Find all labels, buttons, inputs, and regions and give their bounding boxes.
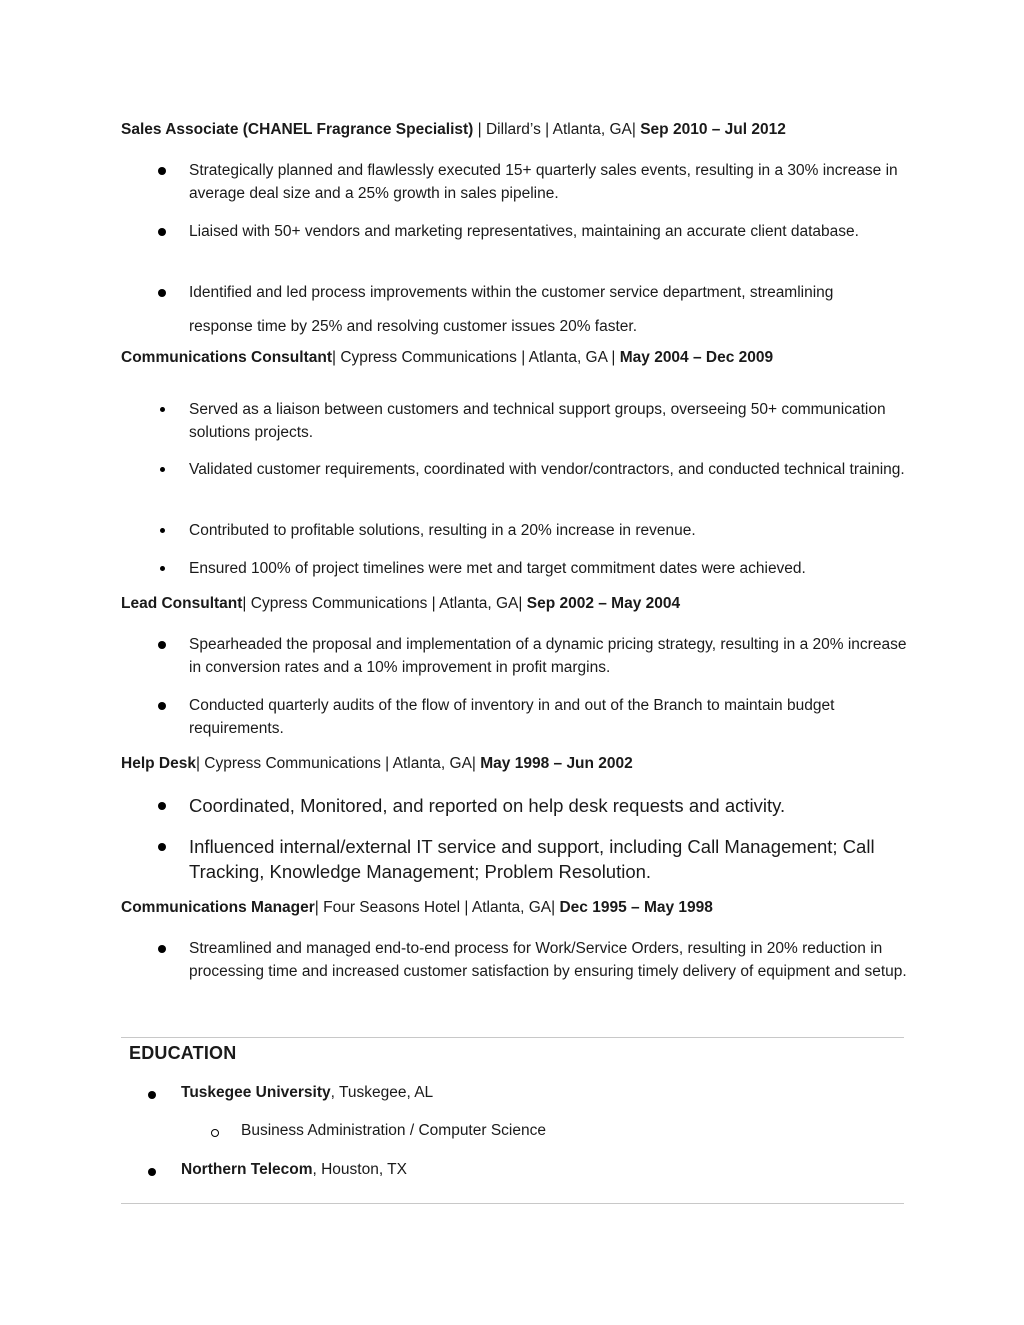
bullet-icon — [160, 467, 165, 472]
job-title: Communications Manager — [121, 899, 315, 916]
job-header — [121, 349, 773, 367]
bullet-item: Streamlined and managed end-to-end process for Work/Service Orders, resulting in 20% reduction in processing time and increased customer satisfaction by ensuring timely delivery of equipment and setup. — [189, 940, 907, 980]
job-dates: May 2004 – Dec 2009 — [619, 349, 774, 366]
school-location: , Houston, TX — [312, 1161, 407, 1178]
bullet-icon — [158, 641, 166, 649]
bullet-icon — [158, 945, 166, 953]
education-heading: EDUCATION — [129, 1043, 237, 1063]
job-header — [121, 121, 786, 139]
school-name: Tuskegee University — [181, 1084, 331, 1101]
bullet-item-continuation: response time by 25% and resolving customer issues 20% faster. — [189, 318, 638, 335]
bullet-item: Validated customer requirements, coordinated with vendor/contractors, and conducted technical training. — [189, 461, 905, 478]
job-company: Dillard’s — [485, 121, 541, 138]
job-details: | Cypress Communications | Atlanta, GA| — [242, 595, 527, 612]
bullet-icon — [148, 1168, 156, 1176]
bullet-item: Contributed to profitable solutions, resulting in a 20% increase in revenue. — [189, 522, 696, 539]
bullet-item: Conducted quarterly audits of the flow of inventory in and out of the Branch to maintain budget requirements. — [189, 697, 835, 737]
bullet-icon — [158, 702, 166, 710]
bullet-item: Strategically planned and flawlessly executed 15+ quarterly sales events, resulting in a 30% increase in average deal size and a 25% growth in sales pipeline. — [189, 162, 898, 202]
bullet-icon — [148, 1091, 156, 1099]
job-title: Help Desk — [121, 755, 196, 772]
bullet-item: Ensured 100% of project timelines were met and target commitment dates were achieved. — [189, 560, 806, 577]
job-dates: Sep 2002 – May 2004 — [526, 595, 681, 612]
job-details: | Cypress Communications | Atlanta, GA| — [195, 755, 481, 772]
bullet-icon — [158, 167, 166, 175]
bullet-item: Liaised with 50+ vendors and marketing representatives, maintaining an accurate client database. — [189, 223, 859, 240]
job-title: Sales Associate (CHANEL Fragrance Specialist) — [121, 121, 474, 138]
job-details: | Cypress Communications | Atlanta, GA | — [331, 349, 620, 366]
job-title: Communications Consultant — [121, 349, 332, 366]
job-title: Lead Consultant — [121, 595, 243, 612]
bullet-icon — [158, 289, 166, 297]
degree: Business Administration / Computer Science — [241, 1122, 546, 1139]
bullet-icon — [160, 528, 165, 533]
job-details: | Four Seasons Hotel | Atlanta, GA| — [314, 899, 560, 916]
bullet-item: Coordinated, Monitored, and reported on help desk requests and activity. — [189, 795, 786, 816]
bullet-item: Identified and led process improvements within the customer service department, streamlining — [189, 284, 834, 301]
bullet-icon — [160, 566, 165, 571]
section-divider — [121, 1203, 904, 1204]
bullet-item: Spearheaded the proposal and implementation of a dynamic pricing strategy, resulting in a 20% increase in conversion rates and a 10% improvement in profit margins. — [189, 636, 907, 676]
school-name: Northern Telecom — [181, 1161, 313, 1178]
job-header — [121, 899, 713, 917]
bullet-icon — [158, 843, 166, 851]
job-dates: Sep 2010 – Jul 2012 — [640, 121, 786, 138]
sub-bullet-icon — [211, 1129, 219, 1137]
bullet-icon — [158, 228, 166, 236]
job-dates: May 1998 – Jun 2002 — [480, 755, 633, 772]
section-divider — [121, 1037, 904, 1038]
bullet-item: Influenced internal/external IT service and support, including Call Management; Call Tracking, Knowledge Management; Problem Resolution. — [189, 836, 875, 882]
bullet-item: Served as a liaison between customers and technical support groups, overseeing 50+ communication solutions projects. — [189, 401, 886, 441]
education-item — [181, 1084, 433, 1102]
job-location: | Atlanta, GA| — [540, 121, 641, 138]
job-dates: Dec 1995 – May 1998 — [559, 899, 713, 916]
bullet-icon — [158, 802, 166, 810]
job-header — [121, 595, 680, 613]
bullet-icon — [160, 407, 165, 412]
education-item — [181, 1161, 407, 1179]
job-header — [121, 755, 633, 773]
school-location: , Tuskegee, AL — [330, 1084, 434, 1101]
job-separator: | — [473, 121, 486, 138]
